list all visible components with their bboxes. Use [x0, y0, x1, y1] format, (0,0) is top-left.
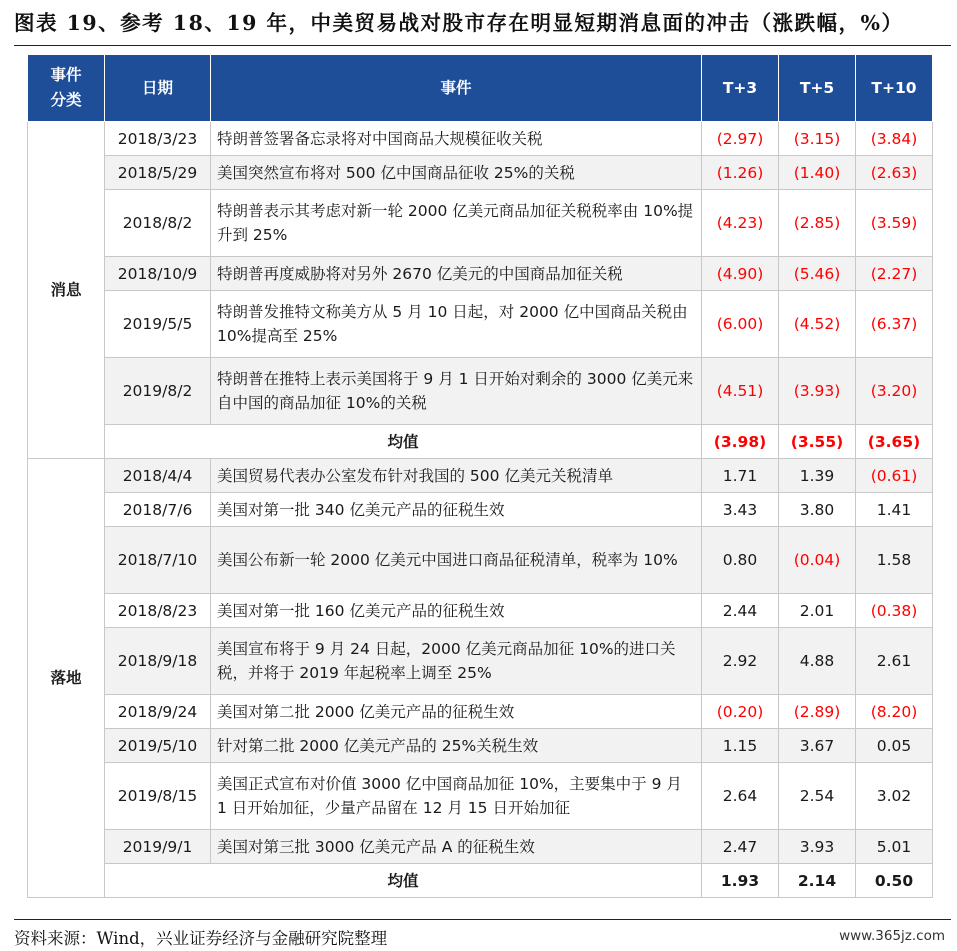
date-cell: 2018/9/18 [105, 628, 211, 695]
t10-cell: (0.38) [856, 594, 933, 628]
t3-cell: (0.20) [702, 695, 779, 729]
t3-cell: 1.15 [702, 729, 779, 763]
date-cell: 2018/8/23 [105, 594, 211, 628]
table-row [28, 763, 933, 830]
table-row [28, 729, 933, 763]
t5-cell: (3.15) [779, 122, 856, 156]
average-row [28, 864, 933, 898]
date-cell: 2018/7/6 [105, 493, 211, 527]
event-cell: 美国对第一批 340 亿美元产品的征税生效 [211, 493, 702, 527]
t5-cell: (2.85) [779, 190, 856, 257]
date-cell: 2018/5/29 [105, 156, 211, 190]
event-cell: 美国突然宣布将对 500 亿中国商品征收 25%的关税 [211, 156, 702, 190]
event-cell: 美国宣布将于 9 月 24 日起，2000 亿美元商品加征 10%的进口关税，并将于 2019 年起税率上调至 25% [211, 628, 702, 695]
t5-cell: 4.88 [779, 628, 856, 695]
t10-cell: (2.63) [856, 156, 933, 190]
t3-cell: 1.71 [702, 459, 779, 493]
header-t5: T+5 [779, 55, 856, 122]
t3-cell: 2.64 [702, 763, 779, 830]
t10-cell: (8.20) [856, 695, 933, 729]
t10-cell: 0.05 [856, 729, 933, 763]
t10-cell: (6.37) [856, 291, 933, 358]
date-cell: 2019/5/5 [105, 291, 211, 358]
table-row [28, 122, 933, 156]
date-cell: 2019/8/2 [105, 358, 211, 425]
t5-cell: 2.01 [779, 594, 856, 628]
header-event: 事件 [211, 55, 702, 122]
tariff-impact-table [27, 54, 933, 898]
category-cell-landed: 落地 [28, 459, 105, 898]
t3-cell: 2.92 [702, 628, 779, 695]
t3-cell: (4.23) [702, 190, 779, 257]
event-cell: 特朗普再度威胁将对另外 2670 亿美元的中国商品加征关税 [211, 257, 702, 291]
t10-cell: (0.61) [856, 459, 933, 493]
table-row [28, 594, 933, 628]
event-cell: 美国公布新一轮 2000 亿美元中国进口商品征税清单，税率为 10% [211, 527, 702, 594]
t3-cell: (4.90) [702, 257, 779, 291]
t5-cell: 3.80 [779, 493, 856, 527]
t10-cell: 2.61 [856, 628, 933, 695]
t3-cell: (2.97) [702, 122, 779, 156]
table-row [28, 527, 933, 594]
t3-cell: 0.80 [702, 527, 779, 594]
table-row [28, 190, 933, 257]
table-header-row [28, 55, 933, 122]
source-note: 资料来源：Wind，兴业证券经济与金融研究院整理 [14, 929, 388, 948]
watermark: www.365jz.com [839, 928, 945, 944]
t10-cell: 3.02 [856, 763, 933, 830]
date-cell: 2018/8/2 [105, 190, 211, 257]
event-cell: 特朗普签署备忘录将对中国商品大规模征收关税 [211, 122, 702, 156]
t10-cell: 1.58 [856, 527, 933, 594]
table-row [28, 628, 933, 695]
table-row [28, 459, 933, 493]
t10-cell: (3.20) [856, 358, 933, 425]
t3-cell: (1.26) [702, 156, 779, 190]
t10-cell: 1.41 [856, 493, 933, 527]
category-cell-news: 消息 [28, 122, 105, 459]
event-cell: 美国对第二批 2000 亿美元产品的征税生效 [211, 695, 702, 729]
header-date: 日期 [105, 55, 211, 122]
t5-cell: (3.93) [779, 358, 856, 425]
t5-cell: (2.89) [779, 695, 856, 729]
t5-cell: (5.46) [779, 257, 856, 291]
header-category: 事件 分类 [28, 55, 105, 122]
date-cell: 2018/9/24 [105, 695, 211, 729]
header-t10: T+10 [856, 55, 933, 122]
t10-cell: (2.27) [856, 257, 933, 291]
average-t10: 0.50 [856, 864, 933, 898]
t3-cell: (6.00) [702, 291, 779, 358]
t5-cell: 3.67 [779, 729, 856, 763]
t3-cell: 3.43 [702, 493, 779, 527]
date-cell: 2018/4/4 [105, 459, 211, 493]
t5-cell: (1.40) [779, 156, 856, 190]
t5-cell: 1.39 [779, 459, 856, 493]
event-cell: 针对第二批 2000 亿美元产品的 25%关税生效 [211, 729, 702, 763]
t5-cell: (4.52) [779, 291, 856, 358]
title-rule [14, 45, 951, 46]
average-t5: 2.14 [779, 864, 856, 898]
t10-cell: (3.84) [856, 122, 933, 156]
event-cell: 美国对第一批 160 亿美元产品的征税生效 [211, 594, 702, 628]
table-row [28, 291, 933, 358]
event-cell: 特朗普表示其考虑对新一轮 2000 亿美元商品加征关税税率由 10%提升到 25% [211, 190, 702, 257]
header-t3: T+3 [702, 55, 779, 122]
figure-title: 图表 19、参考 18、19 年，中美贸易战对股市存在明显短期消息面的冲击（涨跌幅，%） [14, 11, 904, 35]
average-row [28, 425, 933, 459]
date-cell: 2018/7/10 [105, 527, 211, 594]
average-label: 均值 [105, 864, 702, 898]
t5-cell: 3.93 [779, 830, 856, 864]
average-t3: (3.98) [702, 425, 779, 459]
event-cell: 美国贸易代表办公室发布针对我国的 500 亿美元关税清单 [211, 459, 702, 493]
t3-cell: (4.51) [702, 358, 779, 425]
event-cell: 美国正式宣布对价值 3000 亿中国商品加征 10%，主要集中于 9 月 1 日开始加征，少量产品留在 12 月 15 日开始加征 [211, 763, 702, 830]
table-row [28, 257, 933, 291]
average-t5: (3.55) [779, 425, 856, 459]
t5-cell: 2.54 [779, 763, 856, 830]
average-t10: (3.65) [856, 425, 933, 459]
event-cell: 美国对第三批 3000 亿美元产品 A 的征税生效 [211, 830, 702, 864]
event-cell: 特朗普在推特上表示美国将于 9 月 1 日开始对剩余的 3000 亿美元来自中国的商品加征 10%的关税 [211, 358, 702, 425]
t10-cell: 5.01 [856, 830, 933, 864]
date-cell: 2019/8/15 [105, 763, 211, 830]
table-row [28, 156, 933, 190]
average-t3: 1.93 [702, 864, 779, 898]
t3-cell: 2.47 [702, 830, 779, 864]
average-label: 均值 [105, 425, 702, 459]
table-row [28, 493, 933, 527]
date-cell: 2018/3/23 [105, 122, 211, 156]
source-rule [14, 919, 951, 920]
table-row [28, 358, 933, 425]
t10-cell: (3.59) [856, 190, 933, 257]
table-row [28, 830, 933, 864]
event-cell: 特朗普发推特文称美方从 5 月 10 日起，对 2000 亿中国商品关税由 10%提高至 25% [211, 291, 702, 358]
t5-cell: (0.04) [779, 527, 856, 594]
t3-cell: 2.44 [702, 594, 779, 628]
date-cell: 2019/5/10 [105, 729, 211, 763]
table-row [28, 695, 933, 729]
date-cell: 2018/10/9 [105, 257, 211, 291]
date-cell: 2019/9/1 [105, 830, 211, 864]
